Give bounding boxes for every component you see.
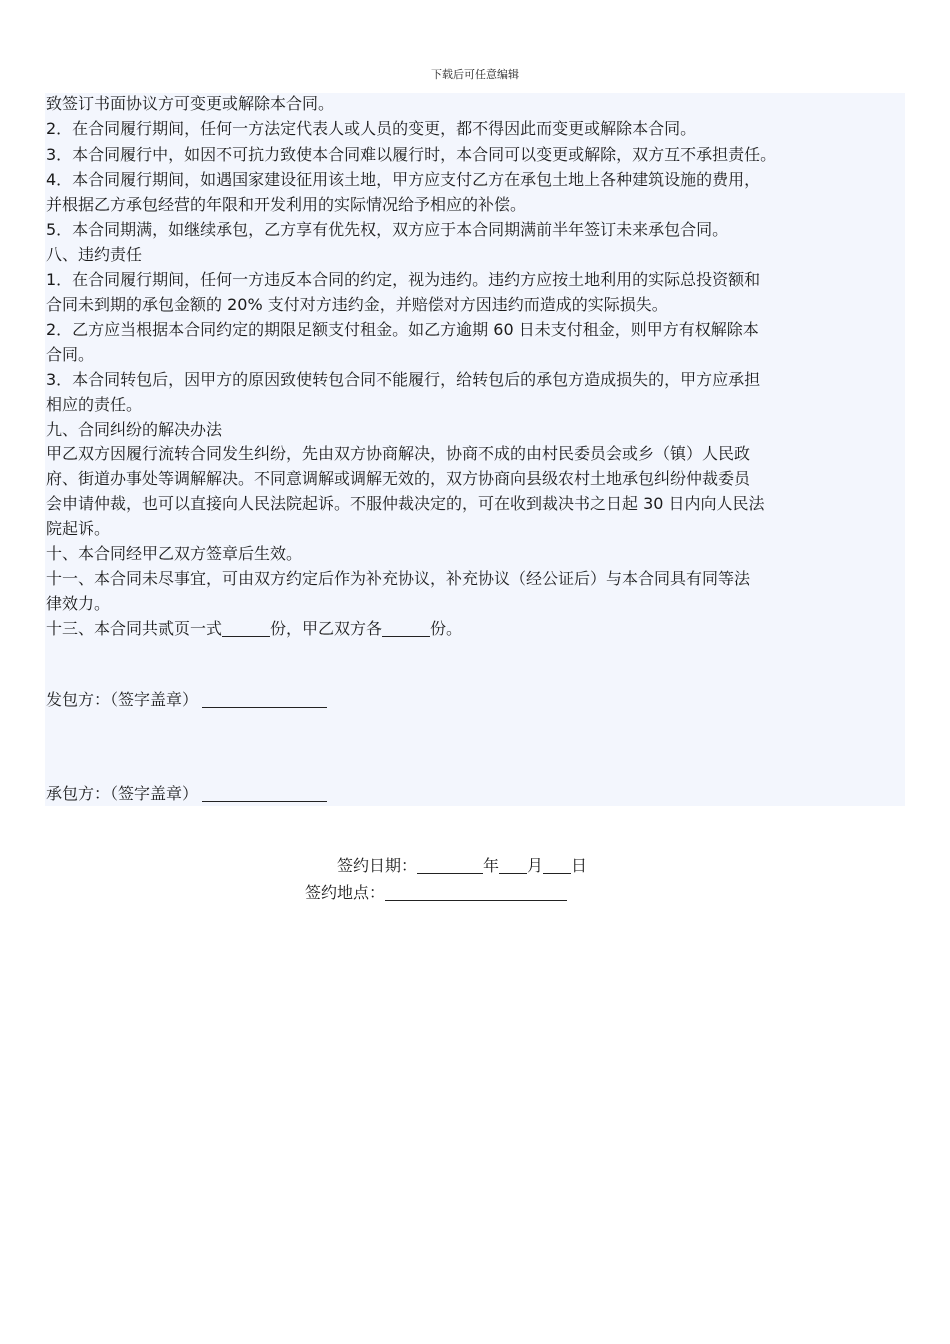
copies-text-2: 份，甲乙双方各: [270, 619, 383, 638]
section-heading: 九、合同纠纷的解决办法: [46, 420, 223, 439]
contract-line: 1．在合同履行期间，任何一方违反本合同的约定，视为违约。违约方应按土地利用的实际总投资额和: [46, 270, 761, 289]
contract-line: 会申请仲裁，也可以直接向人民法院起诉。不服仲裁决定的，可在收到裁决书之日起 30 日内向人民法: [46, 494, 765, 513]
contract-line: 十一、本合同未尽事宜，可由双方约定后作为补充协议，补充协议（经公证后）与本合同具有同等法: [46, 569, 751, 588]
copies-text-1: 十三、本合同共贰页一式: [46, 619, 223, 638]
contract-line: 合同未到期的承包金额的 20% 支付对方违约金，并赔偿对方因违约而造成的实际损失。: [46, 295, 668, 314]
day-label: 日: [571, 856, 588, 875]
page-header: 下载后可任意编辑: [431, 68, 519, 81]
month-blank[interactable]: [499, 857, 527, 874]
contract-line: 相应的责任。: [46, 395, 143, 414]
month-label: 月: [527, 856, 544, 875]
contract-line: 甲乙双方因履行流转合同发生纠纷，先由双方协商解决，协商不成的由村民委员会或乡（镇）人民政: [46, 444, 751, 463]
contract-line: 2．在合同履行期间，任何一方法定代表人或人员的变更，都不得因此而变更或解除本合同。: [46, 119, 697, 138]
issuer-signature-blank[interactable]: [202, 691, 327, 708]
copies-total-blank[interactable]: [222, 620, 270, 637]
signing-date-label: 签约日期：: [337, 856, 418, 875]
copies-clause: [46, 619, 462, 639]
contract-line: 5．本合同期满，如继续承包，乙方享有优先权，双方应于本合同期满前半年签订未来承包合同。: [46, 220, 729, 239]
contractor-signature-row: [46, 784, 327, 804]
contractor-signature-blank[interactable]: [202, 785, 327, 802]
year-label: 年: [483, 856, 500, 875]
contract-line: 3．本合同转包后，因甲方的原因致使转包合同不能履行，给转包后的承包方造成损失的，甲方应承担: [46, 370, 761, 389]
signing-place-label: 签约地点：: [305, 883, 386, 902]
contract-line: 4．本合同履行期间，如遇国家建设征用该土地，甲方应支付乙方在承包土地上各种建筑设施的费用，: [46, 170, 761, 189]
day-blank[interactable]: [543, 857, 571, 874]
copies-text-3: 份。: [430, 619, 463, 638]
signing-place-row: [305, 883, 567, 903]
contract-line: 律效力。: [46, 594, 111, 613]
contract-line: 3．本合同履行中，如因不可抗力致使本合同难以履行时，本合同可以变更或解除，双方互不承担责任。: [46, 145, 777, 164]
contract-line: 院起诉。: [46, 519, 111, 538]
year-blank[interactable]: [417, 857, 483, 874]
contract-line: 致签订书面协议方可变更或解除本合同。: [46, 94, 335, 113]
contract-line: 十、本合同经甲乙双方签章后生效。: [46, 544, 303, 563]
copies-each-blank[interactable]: [382, 620, 430, 637]
contract-line: 2．乙方应当根据本合同约定的期限足额支付租金。如乙方逾期 60 日未支付租金，则甲方有权解除本: [46, 320, 759, 339]
contract-line: 合同。: [46, 345, 95, 364]
issuer-signature-row: [46, 690, 327, 710]
contract-line: 并根据乙方承包经营的年限和开发利用的实际情况给予相应的补偿。: [46, 195, 527, 214]
signing-place-blank[interactable]: [385, 884, 567, 901]
contractor-signature-label: 承包方：（签字盖章）: [46, 784, 199, 803]
issuer-signature-label: 发包方：（签字盖章）: [46, 690, 199, 709]
contract-line: 府、街道办事处等调解解决。不同意调解或调解无效的，双方协商向县级农村土地承包纠纷仲裁委员: [46, 469, 751, 488]
signing-date-row: [337, 856, 587, 876]
section-heading: 八、违约责任: [46, 245, 143, 264]
